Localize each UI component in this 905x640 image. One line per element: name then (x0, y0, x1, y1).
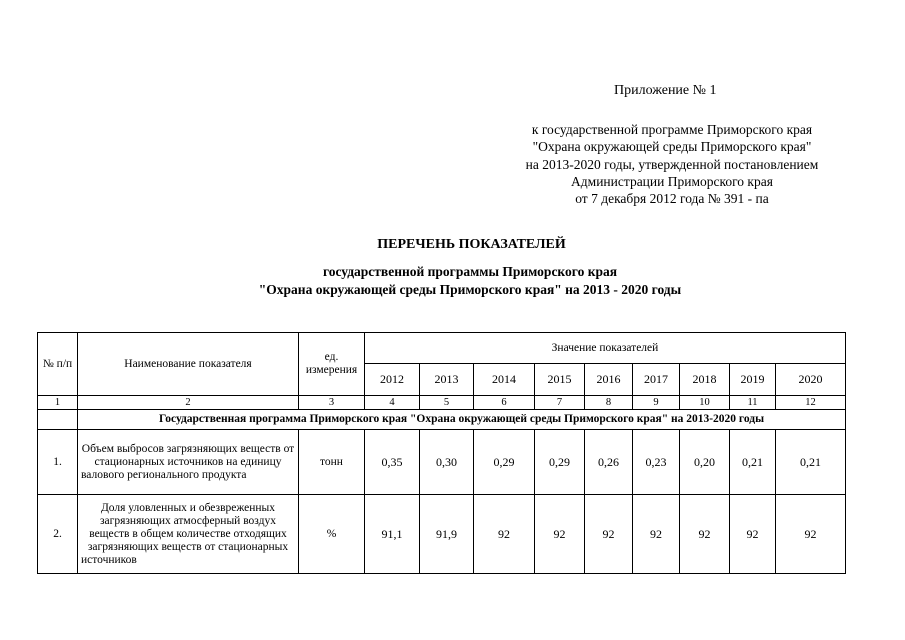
row-indicator-name: Объем выбросов загрязняющих веществ от стационарных источников на единицу валового регионального продукта (78, 430, 299, 495)
row-value: 0,23 (633, 430, 680, 495)
header-year: 2013 (420, 364, 474, 396)
column-number: 10 (680, 396, 730, 410)
row-value: 91,1 (365, 495, 420, 574)
row-value: 92 (776, 495, 846, 574)
column-number: 2 (78, 396, 299, 410)
row-value: 92 (474, 495, 535, 574)
header-name: Наименование показателя (78, 333, 299, 396)
header-num: № п/п (38, 333, 78, 396)
header-year: 2015 (535, 364, 585, 396)
column-number: 11 (730, 396, 776, 410)
row-value: 92 (585, 495, 633, 574)
row-value: 0,21 (776, 430, 846, 495)
row-value: 0,20 (680, 430, 730, 495)
row-num: 2. (38, 495, 78, 574)
header-year: 2020 (776, 364, 846, 396)
row-value: 92 (730, 495, 776, 574)
appendix-line: на 2013-2020 годы, утвержденной постановлением (525, 156, 819, 172)
row-value: 92 (535, 495, 585, 574)
column-number: 12 (776, 396, 846, 410)
row-value: 0,21 (730, 430, 776, 495)
indicators-table (37, 332, 846, 574)
appendix-line: "Охрана окружающей среды Приморского края" (532, 139, 812, 155)
header-year: 2016 (585, 364, 633, 396)
row-num: 1. (38, 430, 78, 495)
column-number: 3 (299, 396, 365, 410)
row-value: 0,29 (474, 430, 535, 495)
row-value: 0,30 (420, 430, 474, 495)
table-header-row (38, 333, 846, 364)
appendix-line: от 7 декабря 2012 года № 391 - па (575, 191, 769, 207)
appendix-line: к государственной программе Приморского края (531, 122, 813, 137)
row-value: 92 (680, 495, 730, 574)
header-year: 2018 (680, 364, 730, 396)
subtitle-line: государственной программы Приморского края (322, 264, 618, 279)
table-column-number-row (38, 396, 846, 410)
column-number: 1 (38, 396, 78, 410)
appendix-line: Администрации Приморского края (571, 173, 773, 189)
row-value: 92 (633, 495, 680, 574)
column-number: 8 (585, 396, 633, 410)
row-value: 0,29 (535, 430, 585, 495)
appendix-approval-block (455, 121, 889, 207)
page-title: ПЕРЕЧЕНЬ ПОКАЗАТЕЛЕЙ (377, 237, 566, 252)
header-year: 2017 (633, 364, 680, 396)
table-row (38, 430, 846, 495)
table-row (38, 495, 846, 574)
appendix-title: Приложение № 1 (614, 83, 717, 98)
row-indicator-name: Доля уловленных и обезвреженных загрязняющих атмосферный воздух веществ в общем количестве отходящих загрязняющих веществ от стационарных источников (78, 495, 299, 574)
header-year: 2012 (365, 364, 420, 396)
row-value: 0,26 (585, 430, 633, 495)
column-number: 7 (535, 396, 585, 410)
row-unit: % (299, 495, 365, 574)
page-subtitle (0, 263, 905, 299)
program-row (38, 410, 846, 430)
header-year: 2014 (474, 364, 535, 396)
row-value: 0,35 (365, 430, 420, 495)
header-values: Значение показателей (365, 333, 846, 364)
header-unit: ед. измерения (299, 333, 365, 396)
program-title: Государственная программа Приморского края "Охрана окружающей среды Приморского края" на 2013-2020 годы (78, 410, 846, 430)
column-number: 9 (633, 396, 680, 410)
subtitle-line: "Охрана окружающей среды Приморского края" на 2013 - 2020 годы (258, 282, 682, 297)
column-number: 6 (474, 396, 535, 410)
program-row-num-cell (38, 410, 78, 430)
row-value: 91,9 (420, 495, 474, 574)
header-year: 2019 (730, 364, 776, 396)
column-number: 5 (420, 396, 474, 410)
column-number: 4 (365, 396, 420, 410)
row-unit: тонн (299, 430, 365, 495)
